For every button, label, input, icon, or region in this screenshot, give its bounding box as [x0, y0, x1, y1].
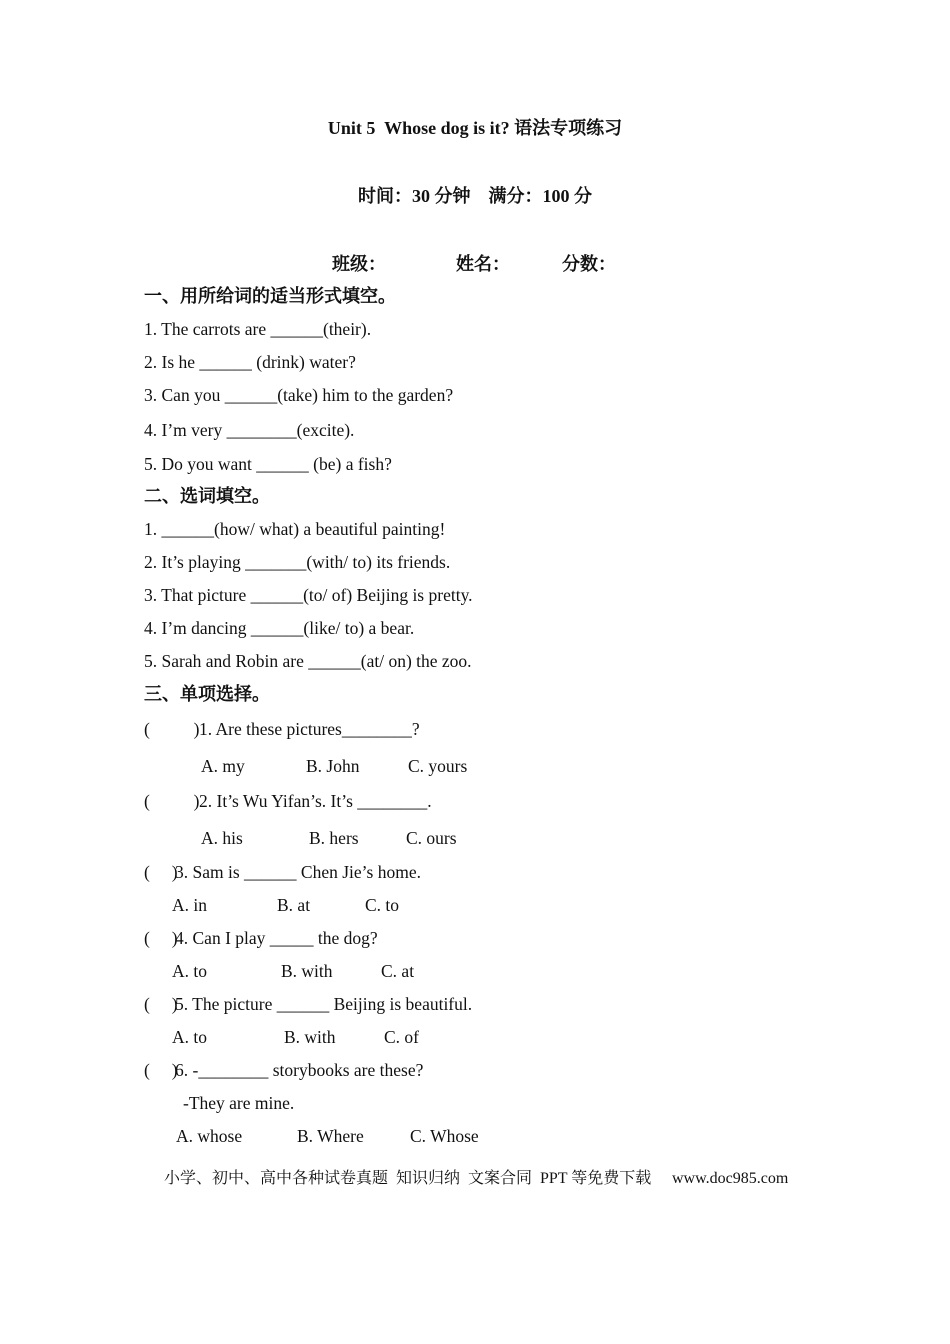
footer-url[interactable]: www.doc985.com	[672, 1170, 789, 1187]
question-stem: 5. The picture ______ Beijing is beautiful.	[175, 994, 473, 1014]
section3-heading: 三、单项选择。	[144, 684, 270, 704]
section1-item: 3. Can you ______(take) him to the garden?	[144, 385, 454, 405]
section1-item: 1. The carrots are ______(their).	[144, 319, 372, 339]
option-b: B. with	[284, 1027, 336, 1047]
option-b: B. at	[277, 895, 311, 915]
section2-item: 2. It’s playing _______(with/ to) its friends.	[144, 552, 451, 572]
option-a: A. to	[172, 1027, 207, 1047]
time-score: 时间：30 分钟 满分：100 分	[358, 186, 592, 206]
footer-text: 小学、初中、高中各种试卷真题 知识归纳 文案合同 PPT 等免费下载	[164, 1170, 652, 1187]
section2-item: 4. I’m dancing ______(like/ to) a bear.	[144, 618, 415, 638]
question-stem: 1. Are these pictures________?	[199, 719, 420, 739]
answer-paren: ( )	[144, 862, 178, 882]
answer-paren: ( )	[144, 994, 178, 1014]
option-b: B. John	[306, 756, 360, 776]
answer-paren: ( )	[144, 719, 200, 739]
answer-paren: ( )	[144, 791, 200, 811]
name-label: 姓名：	[456, 254, 510, 274]
option-c: C. at	[381, 961, 415, 981]
option-c: C. Whose	[410, 1126, 479, 1146]
answer-paren: ( )	[144, 928, 178, 948]
answer-line: -They are mine.	[183, 1093, 295, 1113]
page-title: Unit 5 Whose dog is it? 语法专项练习	[327, 118, 623, 138]
question-stem: 6. -________ storybooks are these?	[175, 1060, 424, 1080]
option-c: C. yours	[408, 756, 468, 776]
section1-item: 4. I’m very ________(excite).	[144, 420, 355, 440]
section2-item: 5. Sarah and Robin are ______(at/ on) the zoo.	[144, 651, 472, 671]
option-b: B. Where	[297, 1126, 364, 1146]
option-a: A. my	[201, 756, 245, 776]
section1-item: 2. Is he ______ (drink) water?	[144, 352, 356, 372]
option-a: A. whose	[176, 1126, 243, 1146]
option-c: C. ours	[406, 828, 457, 848]
section1-heading: 一、用所给词的适当形式填空。	[144, 286, 396, 306]
option-c: C. of	[384, 1027, 419, 1047]
option-b: B. with	[281, 961, 333, 981]
section2-heading: 二、选词填空。	[144, 486, 270, 506]
answer-paren: ( )	[144, 1060, 178, 1080]
class-label: 班级：	[332, 254, 386, 274]
option-a: A. to	[172, 961, 207, 981]
question-stem: 3. Sam is ______ Chen Jie’s home.	[175, 862, 421, 882]
score-label: 分数：	[562, 254, 616, 274]
option-b: B. hers	[309, 828, 359, 848]
option-a: A. in	[172, 895, 207, 915]
option-a: A. his	[201, 828, 243, 848]
option-c: C. to	[365, 895, 400, 915]
question-stem: 4. Can I play _____ the dog?	[175, 928, 378, 948]
question-stem: 2. It’s Wu Yifan’s. It’s ________.	[199, 791, 432, 811]
section1-item: 5. Do you want ______ (be) a fish?	[144, 454, 392, 474]
section2-item: 3. That picture ______(to/ of) Beijing is pretty.	[144, 585, 473, 605]
section2-item: 1. ______(how/ what) a beautiful painting!	[144, 519, 446, 539]
